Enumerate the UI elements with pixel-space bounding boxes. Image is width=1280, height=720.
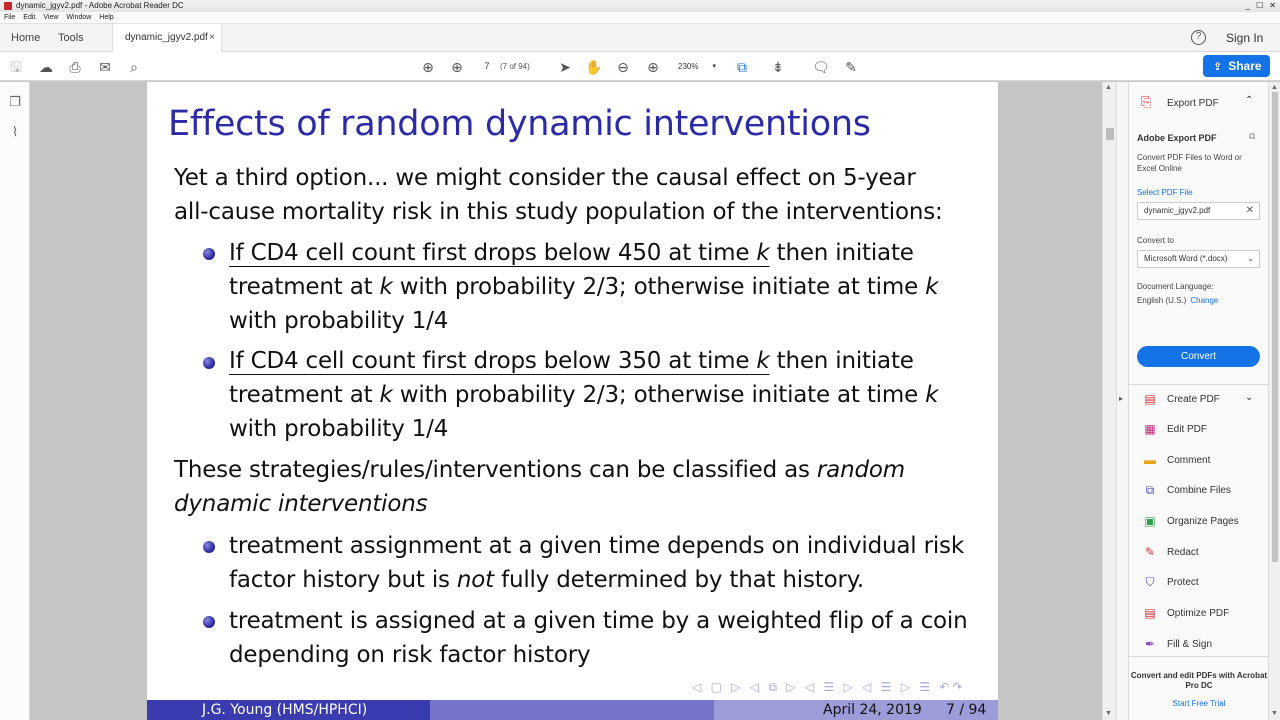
select-pdf-file-link[interactable]: Select PDF File [1137,188,1193,197]
hand-tool-icon[interactable]: ✋ [585,59,603,75]
footer-author: J.G. Young (HMS/HPHCI) [147,700,430,720]
left-navigation-rail [0,82,30,720]
tool-combine-files[interactable] [1129,479,1269,503]
scroll-up-icon[interactable]: ▲ [1271,84,1278,91]
export-info-icon[interactable]: ⧉ [1249,131,1256,141]
var-k: k [925,274,939,300]
emphasis-random: random [816,457,905,483]
selected-file-name: dynamic_jgyv2.pdf [1144,206,1211,215]
beamer-navigation-symbols[interactable]: ◁ ▢ ▷ ◁ ⧉ ▷ ◁ ☰ ▷ ◁ ☰ ▷ ☰ ↶↷ [692,680,966,694]
var-k: k [379,382,393,408]
menu-edit[interactable]: Edit [23,14,36,21]
chevron-up-icon[interactable]: ⌃ [1245,95,1254,106]
export-pdf-header[interactable] [1129,92,1269,114]
window-controls [1246,0,1276,12]
bullet-1-line-3: with probability 1/4 [229,308,449,334]
create-pdf-icon: ▤ [1144,392,1156,406]
close-window-button[interactable]: ✕ [1269,1,1276,10]
tool-create-pdf[interactable] [1129,388,1269,412]
title-bar [0,0,1280,12]
document-view[interactable] [30,82,1102,720]
page-count: (7 of 94) [500,62,530,71]
comment-toolbar-icon[interactable]: 🗨 [812,59,830,75]
tab-document[interactable] [112,24,222,52]
text-segment: with probability 2/3; otherwise initiate at time [392,274,926,300]
intro-line-1: Yet a third option... we might consider the causal effect on 5-year [174,165,916,191]
tool-redact[interactable] [1129,541,1269,565]
bullet-2-condition: If CD4 cell count first drops below 350 at time [229,348,750,374]
bullet-1-line-2 [229,270,938,304]
document-scrollbar[interactable] [1102,82,1116,720]
document-scroll-thumb[interactable] [1106,128,1114,140]
remove-file-icon[interactable]: ✕ [1245,205,1254,216]
tool-label: Create PDF [1167,394,1220,405]
zoom-level-dropdown[interactable] [672,58,720,75]
tab-tools[interactable]: Tools [58,32,84,44]
fit-page-icon[interactable]: ⧉ [737,59,747,75]
export-pdf-header-label: Export PDF [1167,98,1219,109]
format-value: Microsoft Word (*.docx) [1144,254,1228,263]
acrobat-pro-promo [1129,656,1269,720]
format-dropdown[interactable] [1137,250,1260,268]
tool-label: Organize Pages [1167,516,1239,527]
zoom-level-value: 230% [678,62,699,71]
text-segment: factor history but is [229,567,457,593]
export-pdf-icon: ⎘ [1141,94,1152,109]
edit-pdf-icon: ▦ [1144,422,1156,436]
chevron-down-icon[interactable]: ⌄ [1245,392,1254,403]
text-segment: treatment at [229,274,380,300]
slide-footer [147,700,998,720]
tool-fill-sign[interactable] [1129,633,1269,657]
comment-icon: ▬ [1144,453,1156,467]
document-tab-label: dynamic_jgyv2.pdf [125,32,208,43]
share-icon: ⇪ [1213,61,1223,73]
help-icon[interactable]: ? [1191,30,1206,45]
page-number-input[interactable]: 7 [484,61,490,71]
page-thumbnails-icon[interactable]: ❐ [9,94,21,109]
tools-pane-scrollbar[interactable] [1268,82,1280,720]
document-language-value [1137,296,1218,305]
var-k: k [379,274,393,300]
tool-optimize-pdf[interactable] [1129,602,1269,626]
export-pdf-panel [1129,126,1269,382]
menu-view[interactable]: View [43,14,59,21]
organize-pages-icon: ▣ [1144,514,1156,528]
bullet-4-line-1: treatment is assigned at a given time by a weighted flip of a coin [229,608,968,634]
document-language-label: Document Language: [1137,282,1214,291]
bullet-3-line-2 [229,563,864,597]
toolbar [0,52,1280,81]
var-k: k [756,240,770,266]
bullet-1-marker [203,248,215,260]
bullet-1-action: then initiate [769,240,914,266]
menu-bar [0,12,1280,24]
bullet-2-line-1 [229,344,914,378]
bullet-3-marker [203,541,215,553]
highlight-pen-icon[interactable]: ✎ [845,59,857,75]
text-segment: fully determined by that history. [493,567,864,593]
bullet-2-line-3: with probability 1/4 [229,416,449,442]
slide-title: Effects of random dynamic interventions [168,104,871,144]
upload-cloud-icon[interactable]: ☁ [39,59,53,75]
combine-files-icon: ⧉ [1145,483,1155,497]
export-description: Convert PDF Files to Word or Excel Online [1137,153,1242,173]
zoom-out-icon[interactable]: ⊖ [617,59,629,75]
footer-right-band [714,700,998,720]
bullet-2-action: then initiate [769,348,914,374]
tool-label: Redact [1167,547,1199,558]
pdf-page [147,82,998,720]
scroll-down-icon[interactable]: ▼ [1105,710,1112,717]
optimize-pdf-icon: ▤ [1144,606,1156,620]
text-segment: These strategies/rules/interventions can be classified as [174,457,817,483]
window-title: dynamic_jgyv2.pdf - Adobe Acrobat Reader DC [16,1,184,10]
protect-icon: ⛉ [1145,575,1155,589]
footer-page-number: 7 / 94 [946,702,987,718]
tool-comment[interactable] [1129,449,1269,473]
convert-to-label: Convert to [1137,236,1174,245]
start-free-trial-link[interactable]: Start Free Trial [1172,699,1226,708]
search-icon[interactable]: ⌕ [130,59,138,75]
selected-file-field[interactable] [1137,202,1260,220]
tab-home[interactable]: Home [11,32,41,44]
email-icon[interactable]: ✉ [99,59,111,75]
fill-sign-icon: ✒ [1144,637,1156,651]
right-pane-collapse-icon[interactable]: ▸ [1119,394,1124,403]
intro-line-2: all-cause mortality risk in this study population of the interventions: [174,199,943,225]
var-k: k [925,382,939,408]
chevron-down-icon: ▾ [712,63,716,70]
text-segment: with probability 2/3; otherwise initiate at time [392,382,926,408]
tool-protect[interactable] [1129,571,1269,595]
var-k: k [756,348,770,374]
share-button[interactable] [1203,55,1270,77]
menu-file[interactable]: File [4,14,16,21]
next-page-icon[interactable]: ⊕ [451,59,463,75]
acrobat-app-icon [4,2,12,10]
scroll-up-icon[interactable]: ▲ [1105,84,1112,91]
tool-label: Optimize PDF [1167,608,1230,619]
emphasis-not: not [456,567,494,593]
minimize-button[interactable]: _ [1245,1,1251,10]
tool-label: Fill & Sign [1167,639,1213,650]
share-button-label: Share [1228,59,1262,73]
bullet-4-line-2: depending on risk factor history [229,642,591,668]
attachments-icon[interactable]: ⌇ [11,124,19,139]
bullet-1-line-1 [229,236,914,270]
tools-pane-scroll-thumb[interactable] [1272,92,1278,562]
bullet-4-marker [203,616,215,628]
tool-label: Combine Files [1167,485,1231,496]
menu-help[interactable]: Help [99,14,114,21]
menu-window[interactable]: Window [66,14,92,21]
footer-date: April 24, 2019 [823,702,922,718]
scroll-down-icon[interactable]: ▼ [1271,710,1278,717]
classification-line-1 [174,453,905,487]
sign-in-link[interactable]: Sign In [1226,31,1264,45]
save-icon[interactable]: 🖫 [10,59,22,75]
classification-line-2: dynamic interventions [174,491,428,517]
tool-label: Protect [1167,577,1199,588]
bullet-3-line-1: treatment assignment at a given time depends on individual risk [229,533,964,559]
tool-edit-pdf[interactable] [1129,418,1269,442]
bullet-1-condition: If CD4 cell count first drops below 450 at time [229,240,750,266]
tool-label: Comment [1167,455,1211,466]
promo-text: Convert and edit PDFs with Acrobat Pro DC [1130,671,1268,690]
change-language-link[interactable]: Change [1190,296,1219,305]
tab-bar [0,24,1280,52]
tool-label: Edit PDF [1167,424,1208,435]
redact-icon: ✎ [1144,545,1156,559]
print-icon[interactable]: ⎙ [69,59,81,75]
tool-organize-pages[interactable] [1129,510,1269,534]
maximize-button[interactable]: ☐ [1256,1,1264,10]
bullet-2-marker [203,357,215,369]
previous-page-icon[interactable]: ⊕ [422,59,434,75]
close-tab-icon[interactable]: × [209,32,215,43]
language-name: English (U.S.) [1137,296,1187,305]
convert-button[interactable]: Convert [1137,346,1260,367]
zoom-in-icon[interactable]: ⊕ [647,59,659,75]
export-title: Adobe Export PDF [1137,133,1217,143]
scroll-mode-icon[interactable]: ⇟ [772,59,784,75]
select-tool-icon[interactable]: ➤ [559,59,571,75]
chevron-down-icon: ⌄ [1247,254,1254,263]
bullet-2-line-2 [229,378,938,412]
text-segment: treatment at [229,382,380,408]
right-pane-toggle[interactable] [1116,82,1128,720]
divider [1129,384,1269,385]
tools-pane [1128,82,1268,720]
footer-middle-band [430,700,714,720]
